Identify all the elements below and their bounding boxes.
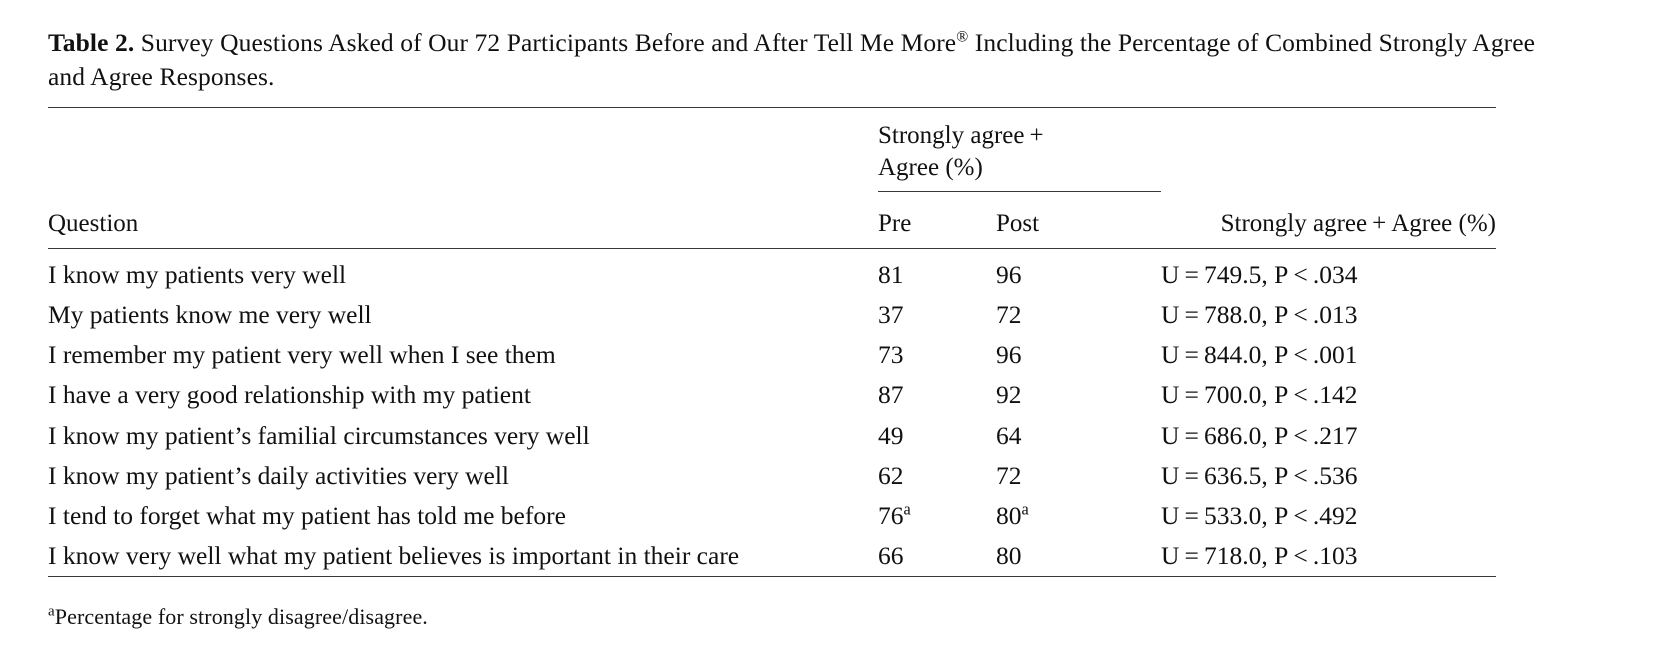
cell-question: I tend to forget what my patient has told me before: [48, 500, 566, 530]
cell-post: [996, 375, 1161, 415]
cell-stat: U = 686.0, P < .217: [1161, 420, 1358, 450]
column-header-pre: Pre: [878, 210, 912, 238]
table-row: [48, 536, 1496, 577]
cell-pre-value: 49: [878, 420, 904, 450]
cell-post: [996, 536, 1161, 577]
cell-pre: [878, 335, 996, 375]
cell-stat: U = 700.0, P < .142: [1161, 380, 1358, 410]
cell-pre: [878, 496, 996, 536]
cell-question: I know my patient’s daily activities very well: [48, 460, 510, 490]
cell-question: My patients know me very well: [48, 300, 372, 330]
table-caption-text-2: Including the Percentage of Combined Strongly Agree and Agree Responses.: [48, 28, 1536, 91]
cell-pre-value: 76: [878, 500, 904, 530]
cell-post: [996, 416, 1161, 456]
cell-post: [996, 456, 1161, 496]
cell-pre: [878, 456, 996, 496]
table-header: [48, 108, 1496, 250]
cell-post-value: 96: [996, 340, 1022, 370]
spanner-row: [48, 108, 1496, 196]
survey-results-table: [48, 107, 1496, 594]
table-row: [48, 496, 1496, 536]
table-row: [48, 456, 1496, 496]
cell-question: I know my patient’s familial circumstances very well: [48, 420, 590, 450]
cell-question: I have a very good relationship with my patient: [48, 380, 531, 410]
cell-post-value: 64: [996, 420, 1022, 450]
cell-pre-value: 66: [878, 540, 904, 570]
cell-pre-value: 81: [878, 260, 904, 290]
table-row: [48, 335, 1496, 375]
cell-post-value: 72: [996, 460, 1022, 490]
cell-pre-value: 87: [878, 380, 904, 410]
spanner-strongly-agree: [878, 108, 1161, 196]
cell-question: I know my patients very well: [48, 260, 347, 290]
table-caption: [48, 26, 1548, 93]
cell-post-value: 72: [996, 300, 1022, 330]
cell-pre: [878, 249, 996, 295]
table-row: [48, 295, 1496, 335]
cell-post-value: 92: [996, 380, 1022, 410]
cell-stat: U = 788.0, P < .013: [1161, 300, 1358, 330]
cell-question: I know very well what my patient believes is important in their care: [48, 540, 740, 570]
cell-stat: U = 636.5, P < .536: [1161, 460, 1358, 490]
cell-stat: U = 749.5, P < .034: [1161, 260, 1358, 290]
registered-mark: ®: [956, 28, 969, 46]
cell-post-value: 80: [996, 500, 1022, 530]
table-footnote: [48, 604, 1496, 630]
cell-post-value: 80: [996, 540, 1022, 570]
column-header-question: Question: [48, 210, 139, 238]
cell-stat: U = 844.0, P < .001: [1161, 340, 1358, 370]
column-header-post: Post: [996, 210, 1040, 238]
cell-pre-value: 62: [878, 460, 904, 490]
cell-pre: [878, 375, 996, 415]
cell-pre: [878, 536, 996, 577]
spanner-line2: Agree (%): [878, 154, 983, 182]
cell-pre-value: 73: [878, 340, 904, 370]
cell-post: [996, 249, 1161, 295]
table-row: [48, 249, 1496, 295]
cell-post: [996, 295, 1161, 335]
cell-pre-value: 37: [878, 300, 904, 330]
cell-post: [996, 496, 1161, 536]
spanner-line1: Strongly agree +: [878, 122, 1044, 150]
cell-pre: [878, 295, 996, 335]
cell-stat: U = 718.0, P < .103: [1161, 540, 1358, 570]
cell-post-footnote-marker: a: [1021, 499, 1029, 519]
table-row: [48, 375, 1496, 415]
column-header-stat: Strongly agree + Agree (%): [1220, 210, 1496, 238]
table-body: [48, 249, 1496, 594]
table-container: [48, 107, 1496, 629]
cell-pre-footnote-marker: a: [903, 499, 911, 519]
footnote-marker: a: [48, 603, 55, 620]
spanner-blank-right: [1161, 108, 1496, 196]
footnote-text: Percentage for strongly disagree/disagree.: [54, 603, 428, 629]
rule-bottom: [48, 576, 1496, 595]
column-header-row: [48, 196, 1496, 249]
cell-stat: U = 533.0, P < .492: [1161, 500, 1358, 530]
cell-question: I remember my patient very well when I see them: [48, 340, 556, 370]
table-caption-text-1: Survey Questions Asked of Our 72 Participants Before and After Tell Me More: [140, 28, 957, 57]
table-row: [48, 416, 1496, 456]
cell-pre: [878, 416, 996, 456]
spanner-blank-left: [48, 108, 878, 196]
cell-post: [996, 335, 1161, 375]
table-caption-label: Table 2.: [48, 28, 135, 57]
cell-post-value: 96: [996, 260, 1022, 290]
